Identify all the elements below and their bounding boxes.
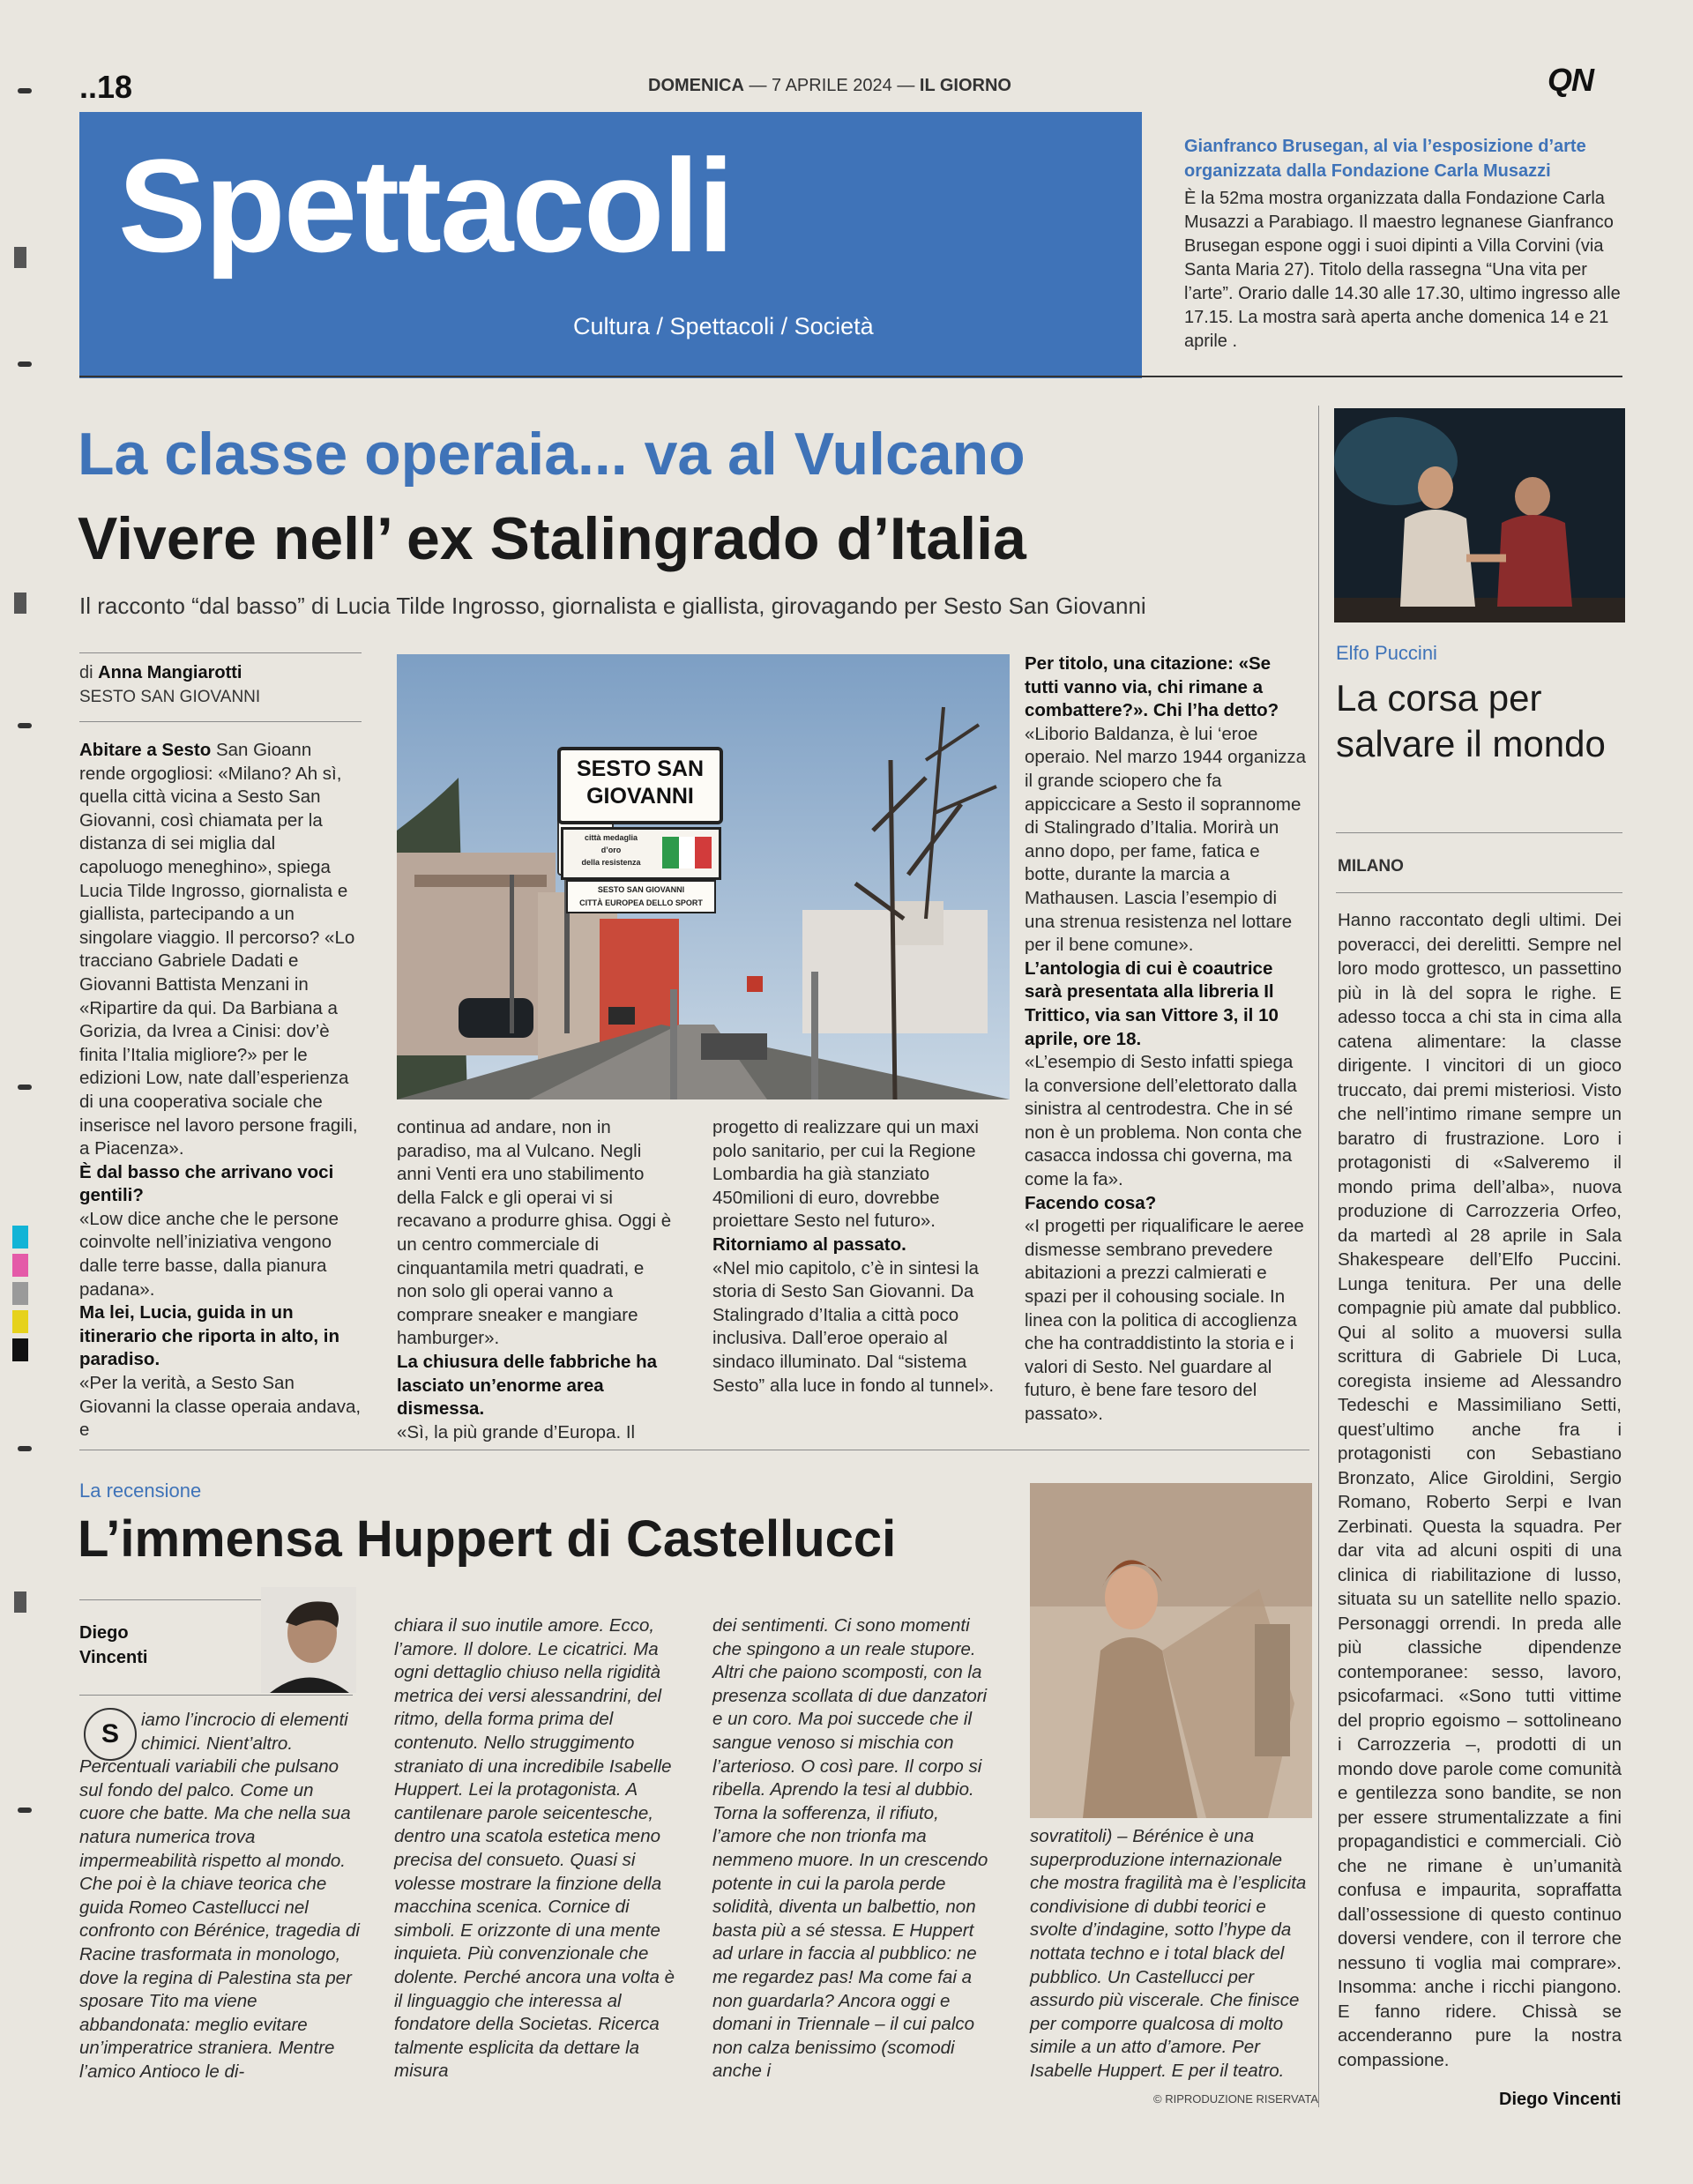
binding-hole bbox=[18, 362, 32, 367]
binding-mark bbox=[14, 247, 26, 268]
paragraph: continua ad andare, non in paradiso, ma al Vulcano. Negli anni Venti era uno stabilimento della Falck e gli operai vi si recavano a produrre ghisa. Oggi è un centro commerciale di cinquantamila metri quadrati, e non solo gli operai vanno a comprare sneaker e mangiare hamburger». bbox=[397, 1117, 672, 1349]
sport-sign bbox=[566, 880, 716, 913]
paragraph: San Gioann rende orgogliosi: «Milano? Ah sì, quella città vicina a Sesto San Giovanni, così chiamata per la distanza di sei miglia dal capoluogo meneghino», spiega Lucia Tilde Ingrosso, giornalista e giallista, partecipando a un singolare viaggio. Il percorso? «Lo tracciano Gabriele Dadati e Giovanni Battista Menzani in «Ripartire da qui. Da Barbiana a Gorizia, da Ivrea a Cinisi: dov’è finita l’Italia migliore?» per le edizioni Low, nate dall’esperienza di una cooperativa sociale che inserisce nel lavoro persone fragili, a Piacenza». bbox=[79, 740, 358, 1159]
article-column-2 bbox=[397, 1116, 679, 1444]
section-banner bbox=[79, 112, 1142, 378]
article-column-3 bbox=[712, 1116, 996, 1398]
review-column-4 bbox=[1030, 1825, 1312, 2083]
article-column-1 bbox=[79, 739, 362, 1442]
byline-author: Anna Mangiarotti bbox=[98, 663, 242, 682]
city-sign bbox=[557, 747, 723, 824]
huppert-photo bbox=[1030, 1483, 1312, 1818]
dateline-day: DOMENICA bbox=[648, 76, 744, 95]
binding-mark bbox=[14, 1591, 26, 1613]
city-sign-name: SESTO SAN GIOVANNI bbox=[576, 757, 705, 809]
street-photo bbox=[397, 654, 1010, 1099]
paragraph: chiara il suo inutile amore. Ecco, l’amore. Il dolore. Le cicatrici. Ma ogni dettaglio chiuso nella rigidità metrica dei versi alessandrini, del ritmo, della forma prima del contenuto. Nello struggimento straniato di una incredibile Isabelle Huppert. Lei la protagonista. A cantilenare parole seicentesche, dentro una scatola estetica meno precisa del consueto. Quasi si volesse mostrare la finzione della macchina scenica. Cornice di simboli. E orizzonte di una mente inquieta. Più convenzionale che dolente. Perché ancora una volta è il linguaggio che interessa al fondatore della Societas. Ricerca talmente esplicita da dettare la misura bbox=[394, 1615, 675, 2082]
side-rule bbox=[1336, 832, 1622, 833]
article-kicker: La classe operaia... va al Vulcano bbox=[78, 421, 1025, 488]
paragraph: «Per la verità, a Sesto San Giovanni la classe operaia andava, e bbox=[79, 1373, 362, 1441]
section-title: Spettacoli bbox=[118, 131, 733, 280]
review-column-2 bbox=[394, 1614, 676, 2083]
drop-cap: S bbox=[84, 1708, 137, 1761]
question: La chiusura delle fabbriche ha lasciato un’enorme area dismessa. bbox=[397, 1351, 658, 1420]
binding-mark bbox=[14, 593, 26, 614]
byline-di: di bbox=[79, 663, 93, 682]
article-summary: Il racconto “dal basso” di Lucia Tilde Ingrosso, giornalista e giallista, girovagando per Sesto San Giovanni bbox=[79, 593, 1146, 619]
review-author bbox=[79, 1621, 147, 1670]
side-signature: Diego Vincenti bbox=[1499, 2090, 1622, 2109]
binding-hole bbox=[18, 1085, 32, 1090]
article-headline: Vivere nell’ ex Stalingrado d’Italia bbox=[78, 505, 1026, 572]
review-author-last: Vincenti bbox=[79, 1648, 148, 1667]
review-column-3 bbox=[712, 1614, 995, 2083]
byline-rule bbox=[79, 721, 362, 722]
side-headline: La corsa per salvare il mondo bbox=[1336, 677, 1606, 764]
stage-photo-illustration bbox=[1334, 408, 1625, 622]
question: È dal basso che arrivano voci gentili? bbox=[79, 1161, 334, 1206]
side-rule bbox=[1336, 892, 1622, 893]
sidebar-top-headline: Gianfranco Brusegan, al via l’esposizione d’arte organizzata dalla Fondazione Carla Musazzi bbox=[1184, 137, 1586, 181]
paragraph: «Liborio Baldanza, è lui ‘eroe operaio. Nel marzo 1944 organizza il grande sciopero che fa appiccicare a Sesto il soprannome di Stalingrado d’Italia. Morirà un anno dopo, per fame, fatica e botte, durante la marcia a Mathausen. Lascia l’esempio di una strenua resistenza nel lottare per il bene comune». bbox=[1025, 723, 1307, 956]
medal-sign bbox=[561, 827, 721, 880]
article-column-4 bbox=[1025, 652, 1307, 1427]
dateline-date: — 7 APRILE 2024 — bbox=[749, 76, 915, 95]
question: Facendo cosa? bbox=[1025, 1192, 1157, 1213]
binding-hole bbox=[18, 1446, 32, 1451]
column-divider bbox=[1318, 406, 1319, 2107]
sidebar-top-body: È la 52ma mostra organizzata dalla Fondazione Carla Musazzi a Parabiago. Il maestro legnanese Gianfranco Brusegan espone oggi i suoi dipinti a Villa Corvini (via Santa Maria 27). Titolo della rassegna “Una vita per l’arte”. Orario dalle 14.30 alle 17.30, ultimo ingresso alle 17.15. La mostra sarà aperta anche domenica 14 e 21 aprile . bbox=[1184, 189, 1621, 351]
author-avatar bbox=[261, 1587, 356, 1693]
sport-sign-text: SESTO SAN GIOVANNI CITTÀ EUROPEA DELLO SPORT bbox=[579, 885, 703, 907]
side-label: Elfo Puccini bbox=[1336, 642, 1437, 664]
paragraph: «Nel mio capitolo, c’è in sintesi la storia di Sesto San Giovanni. Da Stalingrado d’Italia a città poco inclusiva. Dall’eroe operaio al sindaco illuminato. Dal “sistema Sesto” alla luce in fondo al tunnel». bbox=[712, 1257, 995, 1396]
review-column-1 bbox=[79, 1709, 360, 2084]
byline-rule bbox=[79, 652, 362, 653]
section-subtitle: Cultura / Spettacoli / Società bbox=[573, 313, 874, 339]
review-author-first: Diego bbox=[79, 1623, 129, 1643]
banner-rule bbox=[79, 376, 1622, 377]
author-portrait bbox=[261, 1587, 356, 1693]
binding-hole bbox=[18, 88, 32, 93]
byline bbox=[79, 663, 242, 683]
question: Ritorniamo al passato. bbox=[712, 1234, 906, 1255]
binding-hole bbox=[18, 723, 32, 728]
paragraph: progetto di realizzare qui un maxi polo sanitario, per cui la Regione Lombardia ha già stanziato 450milioni di euro, dovrebbe proiettare Sesto nel futuro». bbox=[712, 1117, 979, 1232]
paragraph: iamo l’incrocio di elementi chimici. Nient’altro. Percentuali variabili che pulsano sul fondo del palco. Come un cuore che batte. Ma che nella sua natura numerica trova impermeabilità rispetto al mondo. Che poi è la chiave teorica che guida Romeo Castellucci nel confronto con Bérénice, tragedia di Racine trasformata in monologo, dove la regina di Palestina sta per sposare Tito ma viene abbandonata: meglio evitare un’imperatrice straniera. Mentre l’amico Antioco le di- bbox=[79, 1710, 360, 2082]
lead-in: Abitare a Sesto bbox=[79, 740, 212, 760]
side-place: MILANO bbox=[1338, 857, 1404, 876]
italian-flag bbox=[662, 837, 712, 868]
review-label: La recensione bbox=[79, 1480, 202, 1502]
side-body: Hanno raccontato degli ultimi. Dei poveracci, dei derelitti. Sempre nel loro modo grottesco, un passettino più in là del sopra le righe. E adesso tocca a chi sta in cima alla catena alimentare: la classe dirigente. I vincitori di un gioco truccato, dai premi misteriosi. Visto che nell’intimo rimane sempre un baratro di frustrazione. Loro i protagonisti di «Salveremo il mondo prima dell’alba», nuova produzione di Carrozzeria Orfeo, da martedì al 28 aprile in Sala Shakespeare dell’Elfo Puccini. Lunga tenitura. Per una delle compagnie più amate dal pubblico. Qui al solito a muoversi sulla scrittura di Gabriele Di Luca, coregista insieme ad Alessandro Tedeschi e Massimiliano Setti, quest’ultimo anche fra i protagonisti con Sebastiano Bronzato, Alice Giroldini, Sergio Romano, Roberto Serpi e Ivan Zerbinati. Questa la squadra. Per dar vita ad alcuni ospiti di una clinica di riabilitazione di lusso, situata su un satellite nello spazio. Personaggi orrendi. In preda alle più classiche dipendenze contemporanee: sesso, lavoro, psicofarmaci. «Sono tutti vittime del proprio egoismo – sottolineano i Carrozzeria –, prodotti di un mondo dove parole come comunità e gentilezza sono bandite, se non per essere strumentalizzate a fini propagandistici e commerciali. Ciò che ne rimane è un’umanità confusa e impaurita, sopraffatta dall’ossessione di questo continuo doversi vendere, con il terrore che nessuno ti voglia mai comprare». Insomma: anche i ricchi piangono. E fanno ridere. Chissà se accenderanno pure la nostra compassione. bbox=[1338, 910, 1622, 2070]
huppert-photo-illustration bbox=[1030, 1483, 1312, 1818]
page-number: ..18 bbox=[79, 69, 133, 105]
review-headline: L’immensa Huppert di Castellucci bbox=[78, 1510, 897, 1568]
paragraph: sovratitoli) – Bérénice è una superproduzione internazionale che mostra fragilità ma è l’esplicita condivisione di dubbi teorici e svolte d’indagine, sotto l’hype da nottata techno e i total black del pubblico. Un Castellucci per assurdo più viscerale. Che finisce per comporre qualcosa di molto simile a un atto d’amore. Per Isabelle Huppert. E per il teatro. bbox=[1030, 1826, 1307, 2081]
copyright: © RIPRODUZIONE RISERVATA bbox=[1153, 2092, 1319, 2106]
medal-sign-text: città medaglia d’oro della resistenza bbox=[581, 833, 641, 867]
question: L’antologia di cui è coautrice sarà presentata alla libreria Il Trittico, via san Vittore 3, il 10 aprile, ore 18. bbox=[1025, 958, 1279, 1049]
dateline bbox=[648, 76, 1011, 96]
question: Ma lei, Lucia, guida in un itinerario che riporta in alto, in paradiso. bbox=[79, 1302, 340, 1370]
color-registration-bar bbox=[12, 1226, 28, 1367]
paragraph: «I progetti per riqualificare le aeree dismesse sembrano prevedere abitazioni a prezzi calmierati e spazi per il cohousing sociale. In linea con la politica di accoglienza che ha contraddistinto la storia e i valori di Sesto. Nel guardare al futuro, è bene fare tesoro del passato». bbox=[1025, 1216, 1304, 1424]
paragraph: «Low dice anche che le persone coinvolte nell’iniziativa vengono dalle terre basse, dalla pianura padana». bbox=[79, 1208, 339, 1300]
paragraph: «Sì, la più grande d’Europa. Il bbox=[397, 1421, 636, 1442]
byline-place: SESTO SAN GIOVANNI bbox=[79, 688, 261, 706]
review-rule bbox=[79, 1695, 353, 1696]
paragraph: dei sentimenti. Ci sono momenti che spingono a un reale stupore. Altri che paiono scomposti, con la presenza scollata di due danzatori e un coro. Ma poi succede che il sangue venoso si mischia con l’arterioso. O così pare. Il corpo si ribella. Aprendo la tesi al dubbio. Torna la sofferenza, il rifiuto, l’amore che non trionfa ma nemmeno muore. In un crescendo potente in cui la parola perde solidità, diventa un balbettio, non basta più a sé stessa. E Huppert ad urlare in faccia al pubblico: ne me regardez pas! Ma come fai a non guardarla? Ancora oggi e domani in Triennale – il cui palco non calza benissimo (scomodi anche i bbox=[712, 1615, 988, 2082]
dateline-paper: IL GIORNO bbox=[919, 76, 1011, 95]
qn-logo: QN bbox=[1548, 62, 1593, 98]
stage-photo bbox=[1334, 408, 1625, 622]
paragraph: «L’esempio di Sesto infatti spiega la conversione dell’elettorato dalla sinistra al centrodestra. Che in sé non è un problema. Non conta che casacca indossa chi governa, ma come la fa». bbox=[1025, 1052, 1302, 1190]
question: Per titolo, una citazione: «Se tutti vanno via, chi rimane a combattere?». Chi l’ha detto? bbox=[1025, 653, 1279, 721]
binding-hole bbox=[18, 1808, 32, 1813]
